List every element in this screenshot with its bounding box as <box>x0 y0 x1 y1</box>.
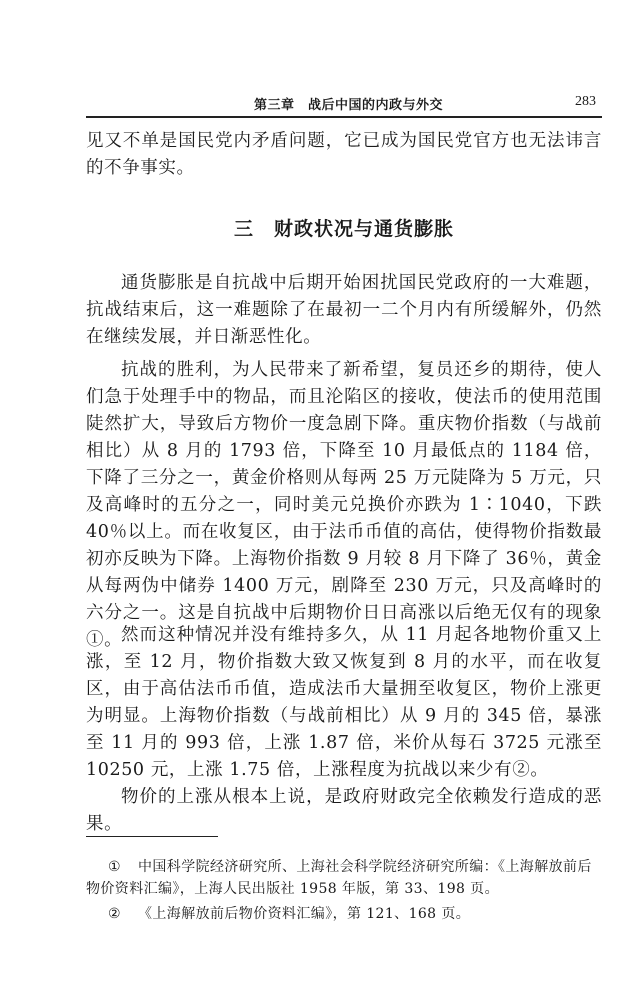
paragraph: 然而这种情况并没有维持多久，从 11 月起各地物价重又上涨，至 12 月，物价指数大致又恢复到 8 月的水平，而在收复区，由于高估法币币值，造成法币大量拥至收复区，物价上涨更为明显。上海物价指数（与战前相比）从 9 月的 345 倍，暴涨至 11 月的 993 倍，上涨 1.87 倍，米价从每石 3725 元涨至 10250 元，上涨 1.75 倍，上涨程度为抗战以来少有②。 <box>86 625 602 780</box>
footnote <box>86 903 602 925</box>
footnote-rule <box>86 836 218 837</box>
footnote-mark: ① <box>108 859 121 875</box>
footnote-text: 《上海解放前后物价资料汇编》，第 121、168 页。 <box>138 906 471 922</box>
paragraph: 抗战的胜利，为人民带来了新希望，复员还乡的期待，使人们急于处理手中的物品，而且沦陷区的接收，使法币的使用范围陡然扩大，导致后方物价一度急剧下降。重庆物价指数（与战前相比）从 8 月的 1793 倍，下降至 10 月最低点的 1184 倍，下降了三分之一，黄金价格则从每两 25 万元陡降为 5 万元，只及高峰时的五分之一，同时美元兑换价亦跌为 1∶1040，下跌 40％以上。而在收复区，由于法币币值的高估，使得物价指数最初亦反映为下降。上海物价指数 9 月较 8 月下降了 36％，黄金从每两伪中储券 1400 万元，剧降至 230 万元，只及高峰时的六分之一。这是自抗战中后期物价日日高涨以后绝无仅有的现象①。 <box>86 360 602 650</box>
paragraph: 通货膨胀是自抗战中后期开始困扰国民党政府的一大难题，抗战结束后，这一难题除了在最初一二个月内有所缓解外，仍然在继续发展，并日渐恶性化。 <box>86 273 602 347</box>
paragraph-continued: 见又不单是国民党内矛盾问题，它已成为国民党官方也无法讳言的不争事实。 <box>86 131 602 178</box>
footnote-text: 中国科学院经济研究所、上海社会科学院经济研究所编：《上海解放前后物价资料汇编》，上海人民出版社 1958 年版，第 33、198 页。 <box>86 859 592 897</box>
chapter-title: 第三章 战后中国的内政与外交 <box>254 98 444 113</box>
section-number: 三 <box>233 218 254 240</box>
header-rule <box>86 116 602 118</box>
footnote <box>86 856 602 900</box>
page-number: 283 <box>575 94 596 109</box>
section-heading <box>86 214 602 241</box>
running-header <box>86 92 596 112</box>
section-title: 财政状况与通货膨胀 <box>274 218 455 240</box>
footnote-mark: ② <box>108 906 121 922</box>
paragraph: 物价的上涨从根本上说，是政府财政完全依赖发行造成的恶果。 <box>86 787 602 834</box>
